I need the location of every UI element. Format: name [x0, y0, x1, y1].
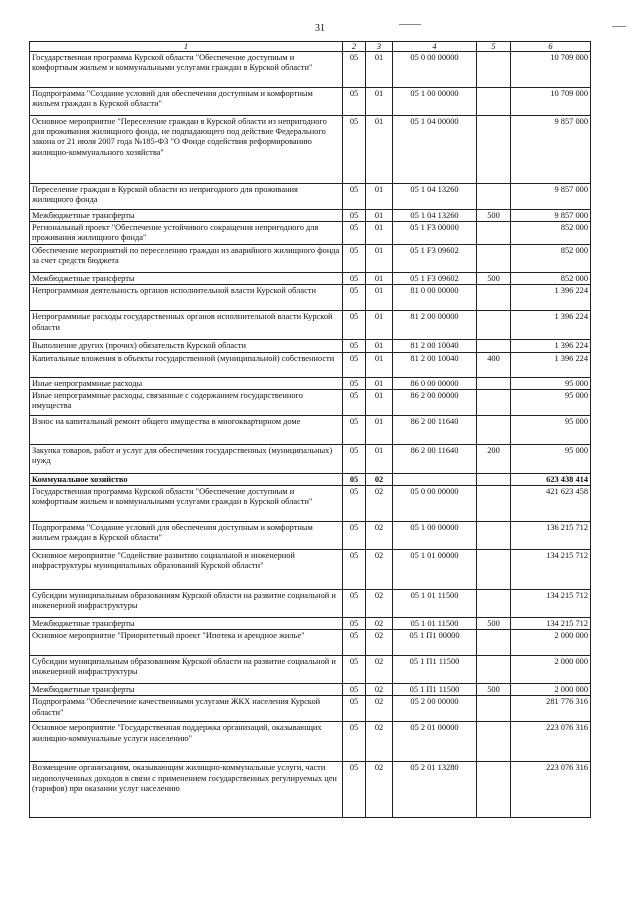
row-section: 05: [343, 352, 366, 377]
table-row: [30, 352, 591, 377]
col-header-target-article: 4: [393, 42, 477, 52]
row-subsection: 01: [366, 311, 393, 340]
row-target-article: 81 2 00 00000: [393, 311, 477, 340]
table-row: [30, 630, 591, 656]
row-amount: 2 000 000: [511, 656, 591, 684]
row-target-article: 05 1 00 00000: [393, 522, 477, 550]
row-name: Основное мероприятие "Государственная поддержка организаций, оказывающих жилищно-коммунальные услуги населению": [30, 722, 343, 762]
row-expense-type: [477, 550, 511, 590]
row-target-article: 05 1 01 11500: [393, 618, 477, 630]
table-row: [30, 340, 591, 352]
row-target-article: 05 1 04 13260: [393, 210, 477, 222]
row-subsection: 01: [366, 285, 393, 311]
row-amount: 136 215 712: [511, 522, 591, 550]
row-section: 05: [343, 415, 366, 444]
row-expense-type: [477, 116, 511, 184]
row-target-article: 86 2 00 11640: [393, 444, 477, 473]
row-subsection: 01: [366, 377, 393, 389]
row-amount: 1 396 224: [511, 352, 591, 377]
row-amount: 134 215 712: [511, 590, 591, 618]
row-subsection: 01: [366, 222, 393, 245]
row-subsection: 02: [366, 722, 393, 762]
row-subsection: 02: [366, 522, 393, 550]
row-section: 05: [343, 522, 366, 550]
row-expense-type: [477, 285, 511, 311]
row-target-article: 05 1 04 13260: [393, 184, 477, 210]
row-section: 05: [343, 696, 366, 722]
table-row: [30, 696, 591, 722]
row-expense-type: [477, 473, 511, 485]
row-expense-type: 500: [477, 618, 511, 630]
row-amount: 9 857 000: [511, 210, 591, 222]
row-expense-type: [477, 222, 511, 245]
row-name: Государственная программа Курской области "Обеспечение доступным и комфортным жильем и коммунальными услугами граждан в Курской области": [30, 52, 343, 88]
row-subsection: 02: [366, 684, 393, 696]
row-expense-type: [477, 522, 511, 550]
col-header-section: 2: [343, 42, 366, 52]
row-section: 05: [343, 184, 366, 210]
row-section: 05: [343, 340, 366, 352]
row-subsection: 01: [366, 245, 393, 273]
row-subsection: 02: [366, 656, 393, 684]
row-section: 05: [343, 486, 366, 522]
row-target-article: 05 1 П1 00000: [393, 630, 477, 656]
row-expense-type: [477, 486, 511, 522]
row-amount: 1 396 224: [511, 340, 591, 352]
row-target-article: 05 1 F3 00000: [393, 222, 477, 245]
row-name: Межбюджетные трансферты: [30, 684, 343, 696]
row-subsection: 01: [366, 88, 393, 116]
row-name: Коммунальное хозяйство: [30, 473, 343, 485]
row-expense-type: [477, 389, 511, 415]
row-amount: 852 000: [511, 273, 591, 285]
row-section: 05: [343, 684, 366, 696]
row-subsection: 02: [366, 473, 393, 485]
row-subsection: 01: [366, 52, 393, 88]
row-target-article: 81 2 00 10040: [393, 352, 477, 377]
table-row: [30, 656, 591, 684]
row-subsection: 01: [366, 273, 393, 285]
row-expense-type: [477, 656, 511, 684]
row-target-article: 05 2 01 13280: [393, 762, 477, 818]
table-row: [30, 444, 591, 473]
row-subsection: 01: [366, 340, 393, 352]
row-name: Иные непрограммные расходы: [30, 377, 343, 389]
row-subsection: 01: [366, 210, 393, 222]
row-name: Закупка товаров, работ и услуг для обеспечения государственных (муниципальных) нужд: [30, 444, 343, 473]
row-target-article: 05 0 00 00000: [393, 52, 477, 88]
row-subsection: 02: [366, 486, 393, 522]
row-section: 05: [343, 618, 366, 630]
row-subsection: 01: [366, 415, 393, 444]
row-name: Выполнение других (прочих) обязательств Курской области: [30, 340, 343, 352]
row-amount: 95 000: [511, 415, 591, 444]
row-name: Субсидии муниципальным образованиям Курской области на развитие социальной и инженерной инфраструктуры: [30, 590, 343, 618]
row-section: 05: [343, 444, 366, 473]
row-amount: 421 623 458: [511, 486, 591, 522]
row-amount: 10 709 000: [511, 88, 591, 116]
row-section: 05: [343, 377, 366, 389]
table-row: [30, 550, 591, 590]
row-expense-type: 500: [477, 210, 511, 222]
row-name: Основное мероприятие "Содействие развитию социальной и инженерной инфраструктуры муниципальных образований Курской области": [30, 550, 343, 590]
table-row: [30, 415, 591, 444]
table-row: [30, 184, 591, 210]
row-section: 05: [343, 116, 366, 184]
row-section: 05: [343, 273, 366, 285]
row-subsection: 01: [366, 444, 393, 473]
row-amount: 623 438 414: [511, 473, 591, 485]
row-subsection: 02: [366, 550, 393, 590]
row-target-article: 81 2 00 10040: [393, 340, 477, 352]
scan-mark: [399, 24, 421, 25]
row-expense-type: [477, 377, 511, 389]
row-target-article: 05 0 00 00000: [393, 486, 477, 522]
row-section: 05: [343, 590, 366, 618]
row-amount: 134 215 712: [511, 550, 591, 590]
table-row: [30, 116, 591, 184]
budget-table: [29, 41, 591, 818]
row-amount: 2 000 000: [511, 684, 591, 696]
row-amount: 852 000: [511, 245, 591, 273]
table-row: [30, 273, 591, 285]
row-section: 05: [343, 389, 366, 415]
table-row: [30, 377, 591, 389]
row-subsection: 02: [366, 630, 393, 656]
col-header-expense-type: 5: [477, 42, 511, 52]
row-expense-type: [477, 590, 511, 618]
row-subsection: 02: [366, 618, 393, 630]
row-amount: 223 076 316: [511, 722, 591, 762]
row-name: Взнос на капитальный ремонт общего имущества в многоквартирном доме: [30, 415, 343, 444]
row-expense-type: [477, 245, 511, 273]
row-expense-type: 500: [477, 684, 511, 696]
row-name: Межбюджетные трансферты: [30, 210, 343, 222]
row-subsection: 01: [366, 352, 393, 377]
row-section: 05: [343, 88, 366, 116]
table-row: [30, 522, 591, 550]
table-row: [30, 88, 591, 116]
row-expense-type: [477, 415, 511, 444]
row-subsection: 01: [366, 184, 393, 210]
row-amount: 95 000: [511, 377, 591, 389]
table-row: [30, 222, 591, 245]
row-amount: 9 857 000: [511, 116, 591, 184]
row-target-article: 05 1 00 00000: [393, 88, 477, 116]
row-amount: 852 000: [511, 222, 591, 245]
row-amount: 134 215 712: [511, 618, 591, 630]
row-name: Обеспечение мероприятий по переселению граждан из аварийного жилищного фонда за счет средств бюджета: [30, 245, 343, 273]
row-target-article: 86 0 00 00000: [393, 377, 477, 389]
row-section: 05: [343, 222, 366, 245]
row-section: 05: [343, 210, 366, 222]
row-subsection: 01: [366, 389, 393, 415]
row-name: Переселение граждан в Курской области из непригодного для проживания жилищного фонда: [30, 184, 343, 210]
row-name: Основное мероприятие "Переселение граждан в Курской области из непригодного для проживания жилищного фонда, не подпадающего под действие Федерального закона от 21 июля 2007 года №185-ФЗ "О Фонде содействия реформированию жилищно-коммунального хозяйства": [30, 116, 343, 184]
row-section: 05: [343, 550, 366, 590]
table-row: [30, 210, 591, 222]
row-name: Капитальные вложения в объекты государственной (муниципальной) собственности: [30, 352, 343, 377]
row-expense-type: [477, 762, 511, 818]
row-subsection: 02: [366, 696, 393, 722]
row-amount: 223 076 316: [511, 762, 591, 818]
row-target-article: 05 1 01 11500: [393, 590, 477, 618]
header-row: [30, 42, 591, 52]
row-expense-type: [477, 696, 511, 722]
table-row: [30, 486, 591, 522]
row-name: Межбюджетные трансферты: [30, 618, 343, 630]
row-amount: 1 396 224: [511, 285, 591, 311]
row-target-article: 86 2 00 00000: [393, 389, 477, 415]
row-amount: 2 000 000: [511, 630, 591, 656]
table-row: [30, 473, 591, 485]
row-target-article: 05 1 F3 09602: [393, 245, 477, 273]
row-name: Межбюджетные трансферты: [30, 273, 343, 285]
table-row: [30, 618, 591, 630]
row-expense-type: [477, 630, 511, 656]
table-row: [30, 722, 591, 762]
row-name: Региональный проект "Обеспечение устойчивого сокращения непригодного для проживания жилищного фонда": [30, 222, 343, 245]
col-header-name: 1: [30, 42, 343, 52]
row-name: Подпрограмма "Обеспечение качественными услугами ЖКХ населения Курской области": [30, 696, 343, 722]
row-name: Подпрограмма "Создание условий для обеспечения доступным и комфортным жильем граждан в Курской области": [30, 522, 343, 550]
table-row: [30, 245, 591, 273]
row-name: Основное мероприятие "Приоритетный проект "Ипотека и арендное жилье": [30, 630, 343, 656]
row-section: 05: [343, 722, 366, 762]
row-amount: 1 396 224: [511, 311, 591, 340]
row-expense-type: 500: [477, 273, 511, 285]
table-row: [30, 389, 591, 415]
row-expense-type: [477, 722, 511, 762]
row-target-article: 05 1 01 00000: [393, 550, 477, 590]
row-target-article: 05 1 П1 11500: [393, 684, 477, 696]
row-name: Непрограммные расходы государственных органов исполнительной власти Курской области: [30, 311, 343, 340]
row-amount: 95 000: [511, 444, 591, 473]
row-section: 05: [343, 245, 366, 273]
table-row: [30, 590, 591, 618]
scan-mark: [612, 26, 626, 27]
row-subsection: 02: [366, 590, 393, 618]
row-section: 05: [343, 473, 366, 485]
row-section: 05: [343, 656, 366, 684]
row-amount: 9 857 000: [511, 184, 591, 210]
row-expense-type: [477, 52, 511, 88]
row-section: 05: [343, 762, 366, 818]
row-section: 05: [343, 52, 366, 88]
row-target-article: 86 2 00 11640: [393, 415, 477, 444]
row-expense-type: [477, 340, 511, 352]
row-expense-type: [477, 184, 511, 210]
row-amount: 10 709 000: [511, 52, 591, 88]
row-name: Подпрограмма "Создание условий для обеспечения доступным и комфортным жильем граждан в Курской области": [30, 88, 343, 116]
row-target-article: 81 0 00 00000: [393, 285, 477, 311]
row-name: Непрограммная деятельность органов исполнительной власти Курской области: [30, 285, 343, 311]
col-header-amount: 6: [511, 42, 591, 52]
row-name: Возмещение организациям, оказывающим жилищно-коммунальные услуги, части недополученных доходов в связи с применением государственных регулируемых цен (тарифов) при оказании услуг населению: [30, 762, 343, 818]
row-target-article: 05 1 F3 09602: [393, 273, 477, 285]
table-row: [30, 762, 591, 818]
row-target-article: 05 2 01 00000: [393, 722, 477, 762]
row-target-article: 05 2 00 00000: [393, 696, 477, 722]
table-row: [30, 311, 591, 340]
row-expense-type: 400: [477, 352, 511, 377]
row-section: 05: [343, 630, 366, 656]
row-target-article: 05 1 П1 11500: [393, 656, 477, 684]
row-target-article: [393, 473, 477, 485]
col-header-subsection: 3: [366, 42, 393, 52]
row-section: 05: [343, 285, 366, 311]
row-expense-type: [477, 88, 511, 116]
row-subsection: 01: [366, 116, 393, 184]
row-target-article: 05 1 04 00000: [393, 116, 477, 184]
page-number: 31: [315, 23, 325, 34]
row-subsection: 02: [366, 762, 393, 818]
table-row: [30, 285, 591, 311]
table-row: [30, 52, 591, 88]
row-expense-type: 200: [477, 444, 511, 473]
table-row: [30, 684, 591, 696]
row-section: 05: [343, 311, 366, 340]
row-name: Иные непрограммные расходы, связанные с содержанием государственного имущества: [30, 389, 343, 415]
row-expense-type: [477, 311, 511, 340]
row-amount: 95 000: [511, 389, 591, 415]
row-amount: 281 776 316: [511, 696, 591, 722]
row-name: Государственная программа Курской области "Обеспечение доступным и комфортным жильем и коммунальными услугами граждан в Курской области": [30, 486, 343, 522]
row-name: Субсидии муниципальным образованиям Курской области на развитие социальной и инженерной инфраструктуры: [30, 656, 343, 684]
